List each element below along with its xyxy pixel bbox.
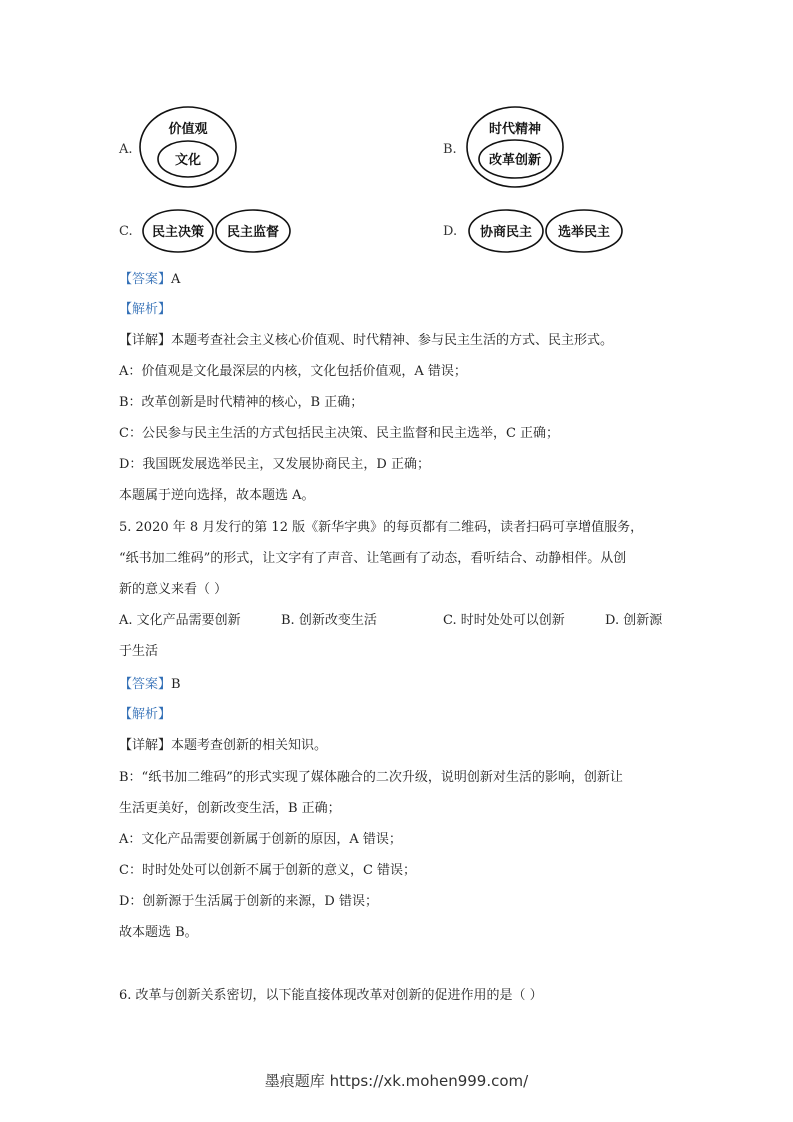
diagram-d-right-label: 选举民主	[557, 225, 611, 240]
outer-circle	[140, 107, 236, 187]
diagram-c-side-circles	[141, 208, 293, 254]
footer-watermark: 墨痕题库 https://xk.mohen999.com/	[264, 1072, 529, 1090]
diagram-c-left-label: 民主决策	[151, 225, 205, 240]
q6-stem-line: 6. 改革与创新关系密切，以下能直接体现改革对创新的促进作用的是（ ）	[119, 988, 543, 1003]
option-b-letter: B.	[443, 142, 457, 157]
q5-explanation-line: 生活更美好，创新改变生活，B 正确；	[119, 801, 341, 816]
q4-explanation-line: D：我国既发展选举民主，又发展协商民主，D 正确；	[119, 457, 430, 472]
q5-conclusion-line: 故本题选 B。	[119, 925, 198, 940]
analysis-tag: 【解析】	[119, 302, 172, 317]
diagram-b-nested-circles	[463, 104, 567, 190]
q5-explanation-line: A：文化产品需要创新属于创新的原因，A 错误；	[119, 832, 402, 847]
q5-answer-line	[119, 676, 181, 694]
detail-tag: 【详解】	[119, 333, 172, 348]
option-c-letter: C.	[119, 224, 133, 239]
answer-value: B	[171, 677, 181, 692]
detail-tag: 【详解】	[119, 738, 172, 753]
q4-detail-line	[119, 332, 613, 350]
q5-option-d: D. 创新源	[605, 613, 663, 628]
diagram-a-outer-label: 价值观	[168, 122, 208, 137]
diagram-b-inner-label: 改革创新	[488, 153, 542, 168]
q5-detail-line	[119, 737, 327, 755]
option-d-letter: D.	[443, 224, 458, 239]
outer-circle	[467, 107, 563, 187]
q5-explanation-line: C：时时处处可以创新不属于创新的意义，C 错误；	[119, 863, 417, 878]
q4-answer-line	[119, 271, 180, 289]
detail-text: 本题考查创新的相关知识。	[171, 738, 328, 753]
q5-option-wrap: 于生活	[119, 644, 159, 659]
answer-tag: 【答案】	[119, 677, 172, 692]
q4-explanation-line: C：公民参与民主生活的方式包括民主决策、民主监督和民主选举，C 正确；	[119, 426, 560, 441]
q5-stem-line: 新的意义来看（ ）	[119, 582, 228, 597]
analysis-tag: 【解析】	[119, 707, 172, 722]
q4-analysis-line	[119, 301, 171, 319]
q5-option-a: A. 文化产品需要创新	[119, 613, 241, 628]
q4-explanation-line: A：价值观是文化最深层的内核，文化包括价值观，A 错误；	[119, 364, 467, 379]
q5-option-b: B. 创新改变生活	[281, 613, 377, 628]
detail-text: 本题考查社会主义核心价值观、时代精神、参与民主生活的方式、民主形式。	[171, 333, 614, 348]
diagram-d-side-circles	[467, 208, 625, 254]
diagram-a-inner-label: 文化	[174, 153, 202, 168]
q5-option-c: C. 时时处处可以创新	[443, 613, 565, 628]
q5-explanation-line: B：“纸书加二维码”的形式实现了媒体融合的二次升级，说明创新对生活的影响，创新让	[119, 770, 623, 785]
diagram-b-outer-label: 时代精神	[488, 122, 542, 137]
answer-value: A	[171, 272, 181, 287]
q5-explanation-line: D：创新源于生活属于创新的来源，D 错误；	[119, 894, 378, 909]
q5-stem-line: 5. 2020 年 8 月发行的第 12 版《新华字典》的每页都有二维码，读者扫码可享增值服务，	[119, 520, 644, 535]
diagram-d-left-label: 协商民主	[479, 225, 533, 240]
answer-tag: 【答案】	[119, 272, 172, 287]
diagram-c-right-label: 民主监督	[226, 225, 280, 240]
q4-conclusion-line: 本题属于逆向选择，故本题选 A。	[119, 488, 315, 503]
q5-stem-line: “纸书加二维码”的形式，让文字有了声音、让笔画有了动态，看听结合、动静相伴。从创	[119, 551, 627, 566]
diagram-a-nested-circles	[137, 104, 239, 190]
q4-explanation-line: B：改革创新是时代精神的核心，B 正确；	[119, 395, 364, 410]
q5-analysis-line	[119, 706, 171, 724]
option-a-letter: A.	[119, 142, 133, 157]
